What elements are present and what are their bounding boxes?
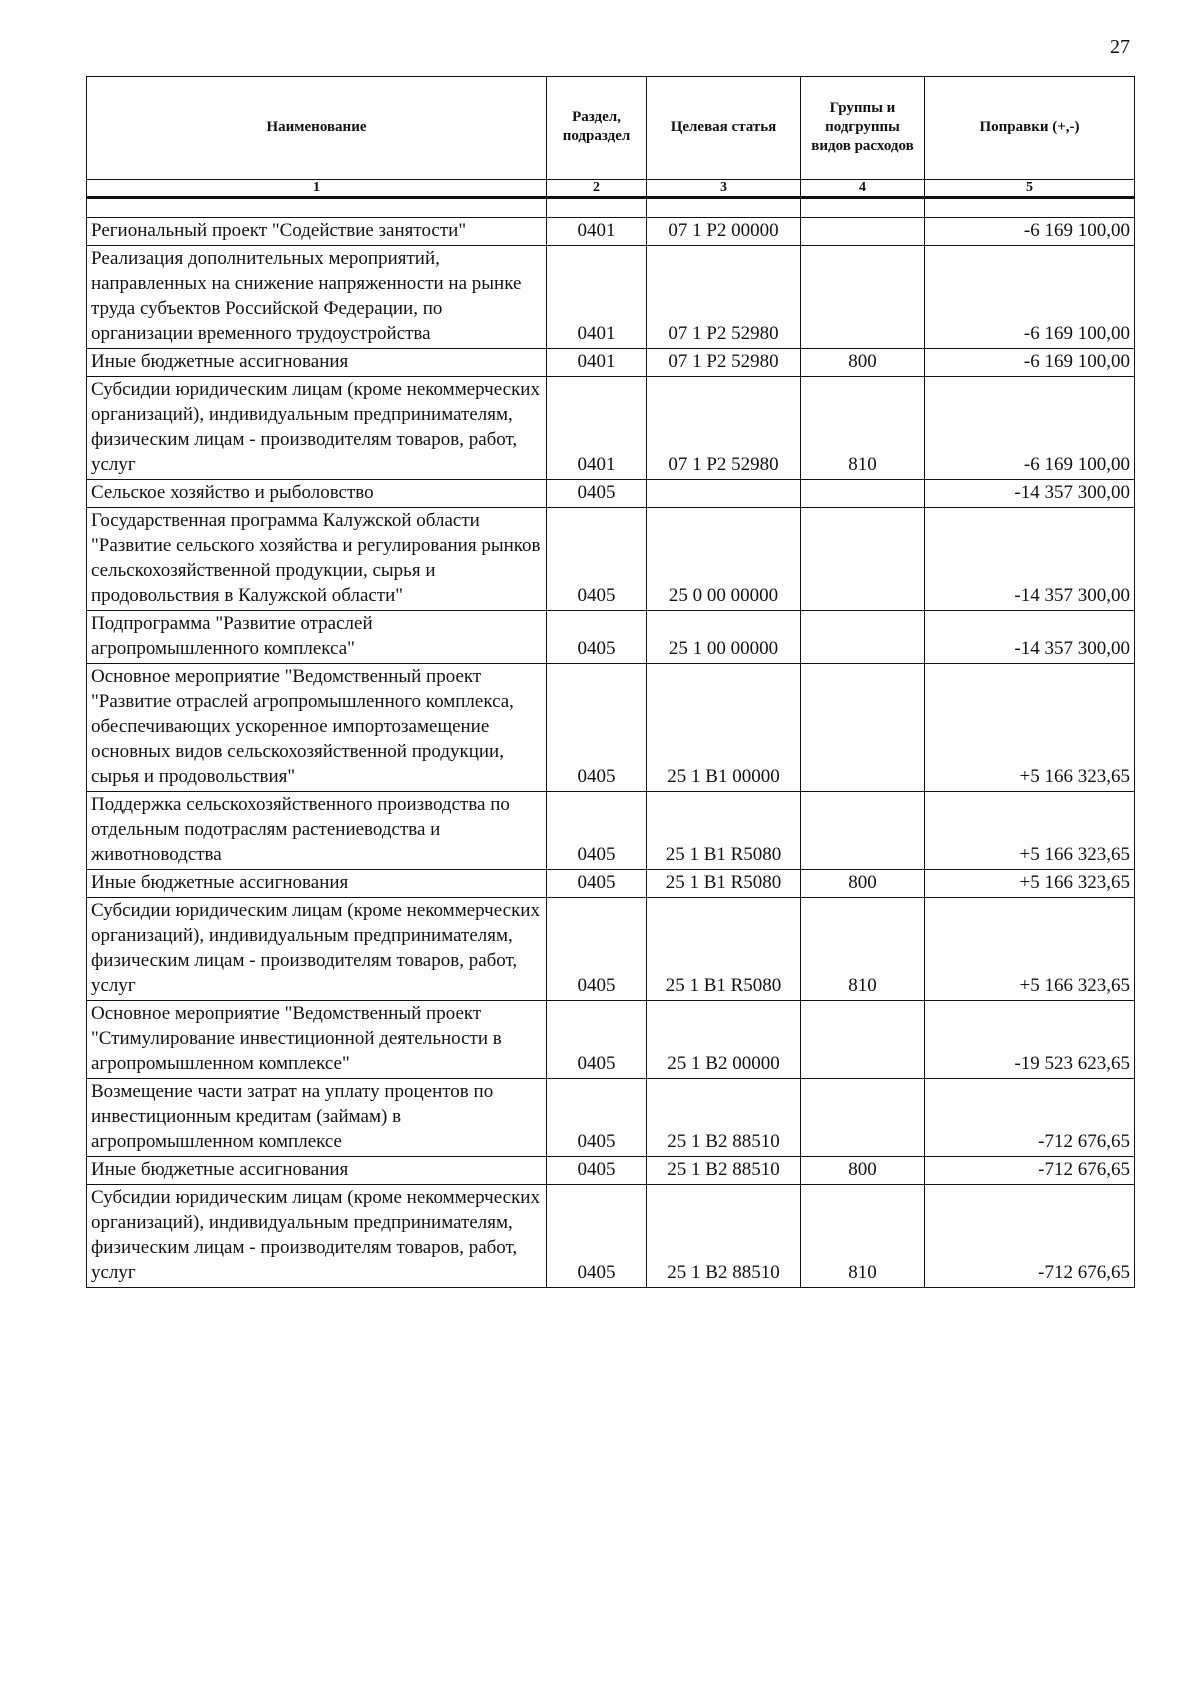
row-amount: -6 169 100,00 bbox=[925, 377, 1135, 480]
table-row bbox=[87, 1157, 1135, 1185]
row-amount: +5 166 323,65 bbox=[925, 898, 1135, 1001]
row-section: 0405 bbox=[547, 664, 647, 792]
row-amount: -14 357 300,00 bbox=[925, 508, 1135, 611]
row-section: 0405 bbox=[547, 898, 647, 1001]
spacer-cell bbox=[801, 198, 925, 218]
row-target: 07 1 P2 52980 bbox=[647, 349, 801, 377]
header-section: Раздел, подраздел bbox=[547, 77, 647, 180]
row-name: Субсидии юридическим лицам (кроме некоммерческих организаций), индивидуальным предпринимателям, физическим лицам - производителям товаров, работ, услуг bbox=[87, 898, 547, 1001]
row-section: 0405 bbox=[547, 1079, 647, 1157]
table-row bbox=[87, 792, 1135, 870]
row-group bbox=[801, 792, 925, 870]
row-target: 25 1 B1 00000 bbox=[647, 664, 801, 792]
row-target: 07 1 P2 52980 bbox=[647, 377, 801, 480]
table-row bbox=[87, 1185, 1135, 1288]
row-group bbox=[801, 664, 925, 792]
row-target: 25 1 B2 00000 bbox=[647, 1001, 801, 1079]
row-target: 25 1 B2 88510 bbox=[647, 1185, 801, 1288]
row-target: 25 0 00 00000 bbox=[647, 508, 801, 611]
spacer-cell bbox=[87, 198, 547, 218]
row-group bbox=[801, 1001, 925, 1079]
header-name: Наименование bbox=[87, 77, 547, 180]
row-name: Сельское хозяйство и рыболовство bbox=[87, 480, 547, 508]
table-row bbox=[87, 611, 1135, 664]
row-amount: -712 676,65 bbox=[925, 1079, 1135, 1157]
row-section: 0401 bbox=[547, 377, 647, 480]
row-target: 25 1 00 00000 bbox=[647, 611, 801, 664]
row-group: 810 bbox=[801, 1185, 925, 1288]
row-section: 0405 bbox=[547, 611, 647, 664]
row-amount: -712 676,65 bbox=[925, 1185, 1135, 1288]
row-group: 810 bbox=[801, 898, 925, 1001]
row-section: 0405 bbox=[547, 1185, 647, 1288]
budget-amendments-table bbox=[86, 76, 1135, 1288]
column-number: 2 bbox=[547, 180, 647, 198]
table-row bbox=[87, 246, 1135, 349]
row-target: 07 1 P2 00000 bbox=[647, 218, 801, 246]
page-number: 27 bbox=[1110, 36, 1130, 58]
header-target: Целевая статья bbox=[647, 77, 801, 180]
column-number: 5 bbox=[925, 180, 1135, 198]
header-row bbox=[87, 77, 1135, 180]
row-section: 0401 bbox=[547, 349, 647, 377]
spacer-cell bbox=[547, 198, 647, 218]
table-row bbox=[87, 508, 1135, 611]
row-section: 0405 bbox=[547, 1157, 647, 1185]
row-name: Субсидии юридическим лицам (кроме некоммерческих организаций), индивидуальным предпринимателям, физическим лицам - производителям товаров, работ, услуг bbox=[87, 377, 547, 480]
row-group bbox=[801, 218, 925, 246]
row-section: 0405 bbox=[547, 870, 647, 898]
row-name: Реализация дополнительных мероприятий, направленных на снижение напряженности на рынке труда субъектов Российской Федерации, по организации временного трудоустройства bbox=[87, 246, 547, 349]
table-row bbox=[87, 377, 1135, 480]
row-amount: +5 166 323,65 bbox=[925, 870, 1135, 898]
row-group bbox=[801, 611, 925, 664]
row-target: 25 1 B1 R5080 bbox=[647, 870, 801, 898]
row-amount: -14 357 300,00 bbox=[925, 480, 1135, 508]
row-section: 0405 bbox=[547, 480, 647, 508]
row-amount: -6 169 100,00 bbox=[925, 246, 1135, 349]
row-name: Поддержка сельскохозяйственного производства по отдельным подотраслям растениеводства и животноводства bbox=[87, 792, 547, 870]
table-row bbox=[87, 1001, 1135, 1079]
row-name: Основное мероприятие "Ведомственный проект "Развитие отраслей агропромышленного комплекса, обеспечивающих ускоренное импортозамещение основных видов сельскохозяйственной продукции, сырья и продовольствия" bbox=[87, 664, 547, 792]
table-row bbox=[87, 664, 1135, 792]
row-name: Основное мероприятие "Ведомственный проект "Стимулирование инвестиционной деятельности в агропромышленном комплексе" bbox=[87, 1001, 547, 1079]
column-number: 1 bbox=[87, 180, 547, 198]
row-name: Региональный проект "Содействие занятости" bbox=[87, 218, 547, 246]
row-target: 25 1 B1 R5080 bbox=[647, 792, 801, 870]
row-target: 25 1 B1 R5080 bbox=[647, 898, 801, 1001]
table-body bbox=[87, 198, 1135, 1288]
row-name: Иные бюджетные ассигнования bbox=[87, 349, 547, 377]
row-name: Субсидии юридическим лицам (кроме некоммерческих организаций), индивидуальным предпринимателям, физическим лицам - производителям товаров, работ, услуг bbox=[87, 1185, 547, 1288]
spacer-cell bbox=[647, 198, 801, 218]
row-target bbox=[647, 480, 801, 508]
row-amount: +5 166 323,65 bbox=[925, 792, 1135, 870]
table-row bbox=[87, 898, 1135, 1001]
row-section: 0405 bbox=[547, 1001, 647, 1079]
column-number: 4 bbox=[801, 180, 925, 198]
row-name: Иные бюджетные ассигнования bbox=[87, 1157, 547, 1185]
table-row bbox=[87, 480, 1135, 508]
column-number-row bbox=[87, 180, 1135, 198]
row-section: 0401 bbox=[547, 246, 647, 349]
column-number: 3 bbox=[647, 180, 801, 198]
header-group: Группы и подгруппы видов расходов bbox=[801, 77, 925, 180]
row-amount: +5 166 323,65 bbox=[925, 664, 1135, 792]
row-target: 07 1 P2 52980 bbox=[647, 246, 801, 349]
row-name: Иные бюджетные ассигнования bbox=[87, 870, 547, 898]
spacer-cell bbox=[925, 198, 1135, 218]
header-amendment: Поправки (+,-) bbox=[925, 77, 1135, 180]
table-row bbox=[87, 870, 1135, 898]
row-amount: -6 169 100,00 bbox=[925, 218, 1135, 246]
row-name: Возмещение части затрат на уплату процентов по инвестиционным кредитам (займам) в агропромышленном комплексе bbox=[87, 1079, 547, 1157]
row-name: Подпрограмма "Развитие отраслей агропромышленного комплекса" bbox=[87, 611, 547, 664]
row-section: 0401 bbox=[547, 218, 647, 246]
row-amount: -14 357 300,00 bbox=[925, 611, 1135, 664]
row-amount: -712 676,65 bbox=[925, 1157, 1135, 1185]
row-group: 800 bbox=[801, 870, 925, 898]
row-target: 25 1 B2 88510 bbox=[647, 1079, 801, 1157]
row-target: 25 1 B2 88510 bbox=[647, 1157, 801, 1185]
row-name: Государственная программа Калужской области "Развитие сельского хозяйства и регулирования рынков сельскохозяйственной продукции, сырья и продовольствия в Калужской области" bbox=[87, 508, 547, 611]
row-group: 810 bbox=[801, 377, 925, 480]
row-section: 0405 bbox=[547, 792, 647, 870]
table-row bbox=[87, 1079, 1135, 1157]
row-group bbox=[801, 480, 925, 508]
table-row bbox=[87, 349, 1135, 377]
row-group bbox=[801, 508, 925, 611]
row-amount: -6 169 100,00 bbox=[925, 349, 1135, 377]
spacer-row bbox=[87, 198, 1135, 218]
row-amount: -19 523 623,65 bbox=[925, 1001, 1135, 1079]
row-group bbox=[801, 1079, 925, 1157]
row-section: 0405 bbox=[547, 508, 647, 611]
row-group: 800 bbox=[801, 349, 925, 377]
row-group bbox=[801, 246, 925, 349]
row-group: 800 bbox=[801, 1157, 925, 1185]
table-row bbox=[87, 218, 1135, 246]
